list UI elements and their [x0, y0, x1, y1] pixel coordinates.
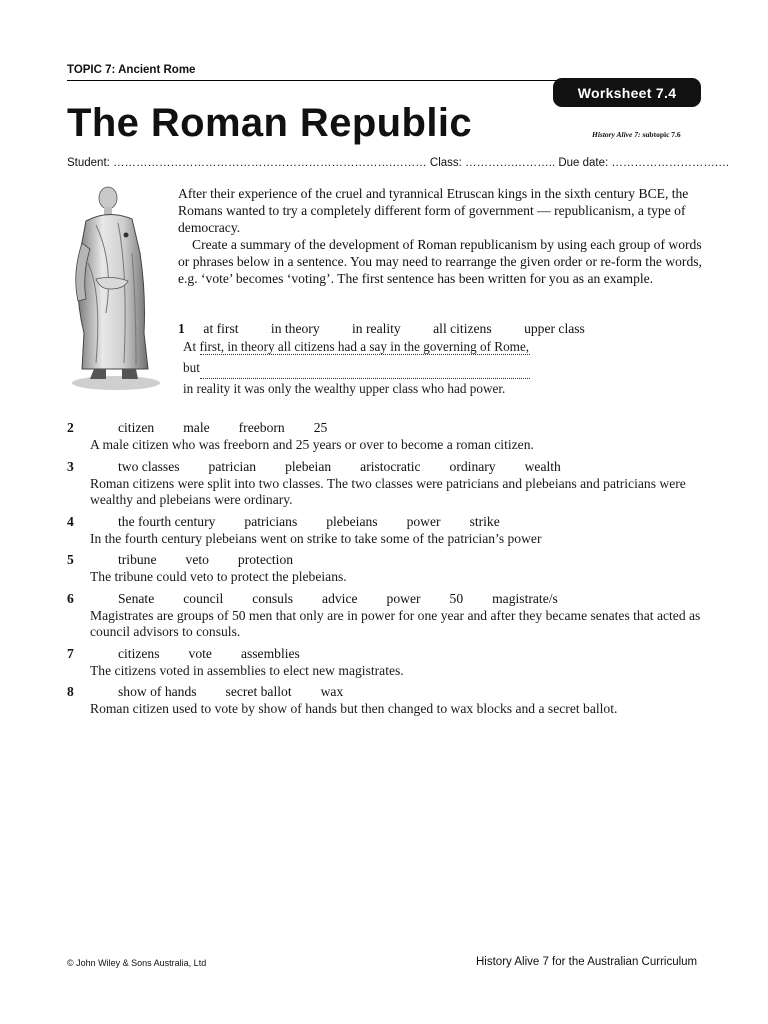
answer-line: At first, in theory all citizens had a say in the governing of Rome, but [183, 339, 530, 375]
word: male [183, 420, 210, 435]
word: all citizens [433, 321, 492, 336]
word: magistrate/s [492, 590, 558, 606]
questions-list [67, 419, 707, 722]
roman-statue-illustration [66, 183, 166, 391]
answer-text: The tribune could veto to protect the plebeians. [90, 569, 347, 584]
answer-dotted-line [200, 378, 530, 379]
word-list [203, 321, 613, 336]
question-number: 7 [67, 645, 74, 661]
answer-text: Roman citizens were split into two classes. The two classes were patricians and plebeians and patricians were wealthy and plebeians were ordinary. [90, 475, 686, 507]
answer-line: in reality it was only the wealthy upper class who had power. [183, 381, 506, 396]
word: upper class [524, 321, 585, 336]
question-number: 5 [67, 552, 74, 567]
answer-text: Magistrates are groups of 50 men that only are in power for one year and after they became senates that acted as council advisors to consuls. [90, 607, 701, 639]
word: tribune [118, 552, 157, 567]
word: protection [237, 552, 294, 567]
word: Senate [118, 590, 155, 606]
word: patrician [208, 458, 257, 474]
answer-text: A male citizen who was freeborn and 25 years or over to become a roman citizen. [90, 437, 534, 452]
page-title: The Roman Republic [67, 101, 473, 145]
question-7 [67, 645, 707, 680]
word: 25 [313, 420, 328, 435]
question-1-prompt [178, 321, 614, 337]
answer-text: Roman citizen used to vote by show of hands but then changed to wax blocks and a secret ballot. [90, 701, 618, 716]
question-3 [67, 458, 707, 509]
word: patricians [244, 513, 298, 529]
word: advice [322, 590, 358, 606]
answer-text: In the fourth century plebeians went on strike to take some of the patrician’s power [90, 530, 542, 546]
word: veto [185, 552, 209, 567]
answer-text: The citizens voted in assemblies to elect new magistrates. [90, 662, 404, 678]
word: power [406, 513, 441, 529]
intro-text [178, 185, 703, 287]
question-number: 4 [67, 513, 74, 529]
word: at first [203, 321, 239, 336]
word: assemblies [240, 645, 300, 661]
word: consuls [252, 590, 294, 606]
question-4 [67, 513, 707, 548]
question-number: 2 [67, 420, 74, 435]
worksheet-badge: Worksheet 7.4 [553, 78, 701, 107]
question-number: 1 [178, 321, 185, 336]
question-5 [67, 551, 707, 586]
word: citizens [118, 645, 160, 661]
word: in reality [352, 321, 401, 336]
answer-dotted-line [200, 354, 530, 355]
question-6 [67, 590, 707, 641]
question-8 [67, 683, 707, 718]
word: vote [188, 645, 212, 661]
subtopic-number: subtopic 7.6 [642, 130, 681, 139]
word: 50 [449, 590, 464, 606]
word: two classes [118, 458, 180, 474]
word: ordinary [449, 458, 496, 474]
word: in theory [270, 321, 320, 336]
intro-paragraph-2: Create a summary of the development of Roman republicanism by using each group of words or phrases below in a sentence. You may need to rearrange the given order or re-form the words, e.g. ‘vote’ becomes ‘voting’. The first sentence has been written for you as an example. [178, 237, 702, 286]
question-2 [67, 419, 707, 454]
word: council [183, 590, 224, 606]
word: power [386, 590, 421, 606]
word: freeborn [238, 420, 285, 435]
footer-copyright: © John Wiley & Sons Australia, Ltd [67, 958, 207, 968]
word: citizen [118, 420, 155, 435]
word: the fourth century [118, 513, 216, 529]
student-details-line: Student: ……………………………………………………………….……… Class: ………….……….. Due date: ……………………….… [67, 157, 730, 169]
word: plebeians [326, 513, 378, 529]
word: wax [320, 684, 344, 699]
footer-book-title: History Alive 7 for the Australian Curriculum [476, 956, 698, 968]
word: wealth [524, 458, 561, 474]
topic-label: TOPIC 7: Ancient Rome [67, 64, 196, 76]
question-number: 6 [67, 590, 74, 606]
question-number: 8 [67, 684, 74, 699]
subtopic-book: History Alive 7: [592, 130, 641, 139]
word: secret ballot [225, 684, 292, 699]
word: plebeian [285, 458, 332, 474]
subtopic-reference [592, 130, 681, 139]
question-1-answer [183, 336, 543, 399]
word: aristocratic [360, 458, 421, 474]
intro-paragraph-1: After their experience of the cruel and tyrannical Etruscan kings in the sixth century BCE, the Romans wanted to try a completely different form of government — republicanism, a type of democracy. [178, 186, 689, 235]
word: strike [469, 513, 500, 529]
question-number: 3 [67, 458, 74, 474]
header-rule [67, 80, 587, 81]
word: show of hands [118, 684, 197, 699]
